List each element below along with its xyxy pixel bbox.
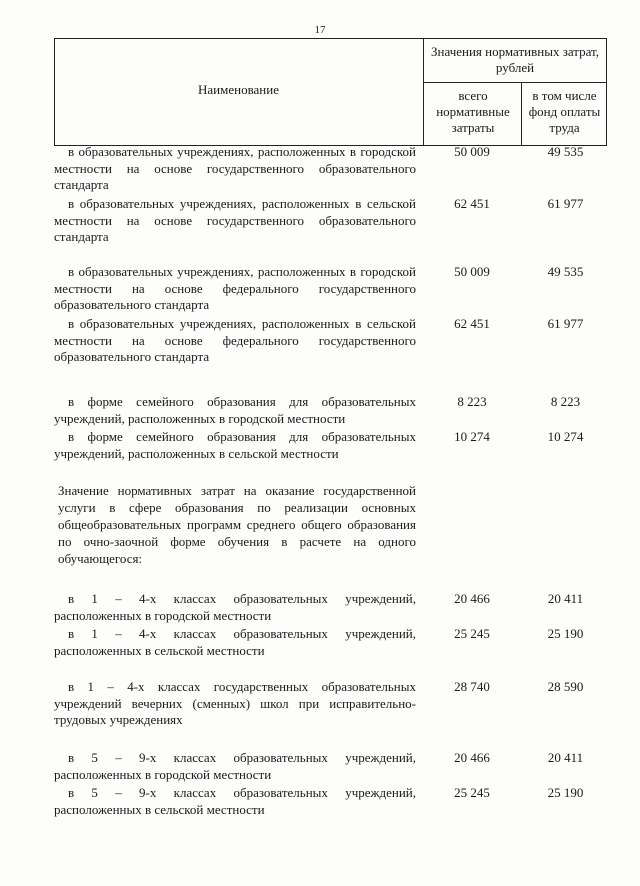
row-name: в форме семейного образования для образовательных учреждений, расположенных в городской местности — [54, 394, 416, 426]
row-total: 20 466 — [454, 750, 490, 765]
header-mid-border — [423, 82, 607, 83]
row-total: 25 245 — [454, 785, 490, 800]
header-col-divider — [423, 38, 424, 146]
row-name: в 5 – 9-х классах образовательных учреждений, расположенных в городской местности — [54, 750, 416, 782]
row-name: в 1 – 4-х классах образовательных учреждений, расположенных в городской местности — [54, 591, 416, 623]
section-intro-paragraph: Значение нормативных затрат на оказание государственной услуги в сфере образования по реализации основных общеобразовательных программ среднего общего образования по очно-заочной форме обучения в расчете на одного обучающегося: — [58, 483, 416, 566]
row-name: в образовательных учреждениях, расположенных в сельской местности на основе федерального государственного образовательного стандарта — [54, 316, 416, 365]
row-total: 10 274 — [454, 429, 490, 444]
header-name-column: Наименование — [198, 82, 279, 97]
row-payroll: 10 274 — [547, 429, 584, 444]
row-total: 50 009 — [454, 144, 490, 159]
row-payroll: 61 977 — [547, 196, 584, 211]
row-payroll: 8 223 — [550, 394, 581, 409]
row-payroll: 28 590 — [547, 679, 584, 694]
row-payroll: 25 190 — [547, 785, 584, 800]
row-name: в форме семейного образования для образовательных учреждений, расположенных в сельской местности — [54, 429, 416, 461]
row-payroll: 20 411 — [547, 750, 584, 765]
header-total-column: всего нормативные затраты — [436, 88, 510, 135]
row-total: 25 245 — [454, 626, 490, 641]
row-payroll: 49 535 — [547, 144, 584, 159]
row-payroll: 25 190 — [547, 626, 584, 641]
header-subcol-divider — [521, 82, 522, 146]
table-header — [54, 38, 607, 146]
header-values-group: Значения нормативных затрат, рублей — [430, 44, 600, 75]
row-total: 28 740 — [454, 679, 490, 694]
row-total: 20 466 — [454, 591, 490, 606]
row-name: в образовательных учреждениях, расположенных в городской местности на основе федерального государственного образовательного стандарта — [54, 264, 416, 313]
row-name: в образовательных учреждениях, расположенных в сельской местности на основе государственного образовательного стандарта — [54, 196, 416, 245]
row-total: 8 223 — [457, 394, 487, 409]
row-payroll: 49 535 — [547, 264, 584, 279]
page-number: 17 — [314, 24, 326, 36]
row-name: в 1 – 4-х классах образовательных учреждений, расположенных в сельской местности — [54, 626, 416, 658]
row-total: 50 009 — [454, 264, 490, 279]
header-right-border — [606, 38, 607, 146]
row-total: 62 451 — [454, 196, 490, 211]
row-payroll: 20 411 — [547, 591, 584, 606]
row-payroll: 61 977 — [547, 316, 584, 331]
header-payroll-column: в том числе фонд оплаты труда — [528, 88, 601, 135]
row-name: в 1 – 4-х классах государственных образовательных учреждений вечерних (сменных) школ при исправительно-трудовых учреждениях — [54, 679, 416, 728]
row-name: в 5 – 9-х классах образовательных учреждений, расположенных в сельской местности — [54, 785, 416, 817]
row-total: 62 451 — [454, 316, 490, 331]
row-name: в образовательных учреждениях, расположенных в городской местности на основе государственного образовательного стандарта — [54, 144, 416, 193]
header-top-border — [54, 38, 607, 39]
